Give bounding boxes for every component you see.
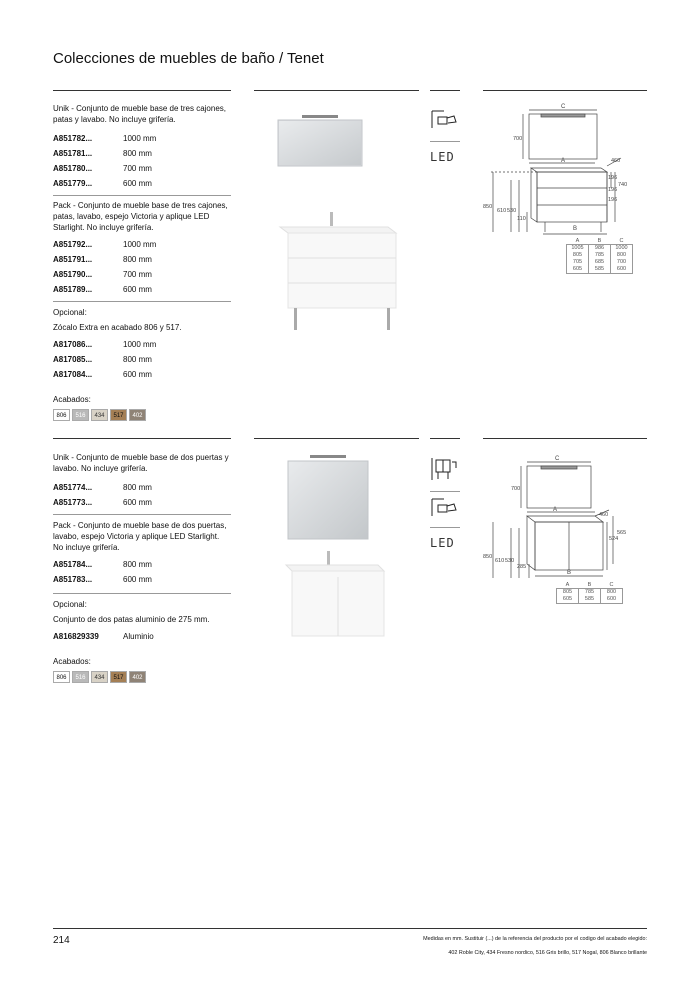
section1-product-photo — [270, 115, 410, 335]
optional-description: Zócalo Extra en acabado 806 y 517. — [53, 323, 182, 332]
section2-optional-list — [53, 629, 210, 644]
dim-label: B — [573, 226, 578, 232]
section2-pack-block — [53, 520, 231, 587]
section1-unik-block — [53, 103, 231, 191]
finish-swatch: 516 — [72, 409, 89, 421]
finish-swatch: 517 — [110, 409, 127, 421]
table-cell: 805 — [567, 252, 589, 259]
optional-label: Opcional: — [53, 600, 87, 609]
product-size: 700 mm — [123, 164, 152, 173]
product-code: A851792... — [53, 240, 93, 249]
section1-unik-list — [53, 131, 231, 191]
footer-rule — [53, 928, 647, 929]
section1-rule-text — [53, 90, 231, 91]
table-header: B — [587, 582, 592, 588]
product-code: A851789... — [53, 285, 93, 294]
table-cell: 705 — [567, 259, 589, 266]
section1-rule-photo — [254, 90, 419, 91]
mirror — [288, 461, 368, 539]
product-row — [53, 161, 231, 176]
product-row — [53, 367, 182, 382]
optional-label: Opcional: — [53, 308, 87, 317]
product-code: A851791... — [53, 255, 93, 264]
section2-unik-description: Unik - Conjunto de mueble base de dos puertas y lavabo. No incluye grifería. — [53, 453, 229, 473]
product-code: A851780... — [53, 164, 93, 173]
finishes-label: Acabados: — [53, 657, 91, 666]
table-row — [567, 245, 633, 253]
product-size: 700 mm — [123, 270, 152, 279]
dim-label: 700 — [513, 136, 523, 142]
table-cell: 600 — [611, 266, 633, 274]
section2-product-photo — [280, 455, 400, 645]
section2-unik-list — [53, 480, 231, 510]
section2-icons — [430, 456, 460, 550]
section2-dimension-drawing — [483, 452, 647, 582]
product-size: 600 mm — [123, 179, 152, 188]
table-cell: 605 — [567, 266, 589, 274]
table-cell: 1005 — [567, 245, 589, 253]
footer-note-units: Medidas en mm. Sustituir (...) de la referencia del producto por el codigo del acabado elegido: — [423, 936, 647, 942]
product-code: A816829339 — [53, 632, 99, 641]
product-size: 1000 mm — [123, 240, 157, 249]
dim-label: A — [553, 507, 558, 513]
product-code: A817084... — [53, 370, 93, 379]
leg — [387, 308, 390, 330]
product-row — [53, 337, 182, 352]
dim-label: C — [555, 456, 560, 462]
finish-swatch: 806 — [53, 671, 70, 683]
table-row — [567, 259, 633, 266]
product-row — [53, 495, 231, 510]
section1-optional-list — [53, 337, 182, 382]
finish-swatch: 806 — [53, 409, 70, 421]
section1-pack-description: Pack - Conjunto de mueble base de tres cajones, patas, lavabo, espejo Victoria y aplique LED Starlight. No incluye grifería. — [53, 201, 228, 232]
dim-label: 565 — [617, 530, 627, 536]
section1-dimension-table — [566, 238, 633, 274]
led-icon: LED — [430, 150, 455, 164]
finish-swatch: 402 — [129, 409, 146, 421]
dim-label: 530 — [505, 558, 515, 564]
section1-pack-block — [53, 200, 231, 297]
product-code: A851784... — [53, 560, 93, 569]
section1-dimension-drawing — [483, 100, 647, 235]
footer-note-finishes: 402 Roble City, 434 Fresno nordico, 516 Gris brillo, 517 Nogal, 806 Blanco brillante — [448, 950, 647, 956]
divider — [53, 514, 231, 515]
table-row — [567, 252, 633, 259]
product-code: A817086... — [53, 340, 93, 349]
dim-label: 460 — [611, 158, 621, 164]
product-size: 600 mm — [123, 285, 152, 294]
cabinet — [288, 233, 396, 308]
product-row — [53, 572, 231, 587]
product-code: A851783... — [53, 575, 93, 584]
section2-pack-list — [53, 557, 231, 587]
dim-label: 850 — [483, 554, 493, 560]
product-size: 600 mm — [123, 370, 152, 379]
basin — [280, 227, 396, 233]
section2-dimension-table — [556, 582, 623, 604]
basin — [286, 565, 384, 571]
finish-swatch: 434 — [91, 671, 108, 683]
dim-label: 460 — [599, 512, 609, 518]
product-size: 1000 mm — [123, 134, 157, 143]
product-size: 800 mm — [123, 255, 152, 264]
table-cell: 605 — [557, 596, 579, 604]
product-size: 600 mm — [123, 498, 152, 507]
dim-label: 196 — [608, 197, 618, 203]
optional-description: Conjunto de dos patas aluminio de 275 mm. — [53, 615, 210, 624]
divider — [53, 301, 231, 302]
faucet — [327, 551, 330, 565]
mirror-lamp-icon — [430, 108, 458, 130]
dim-label: 196 — [608, 187, 618, 193]
table-cell: 600 — [601, 596, 623, 604]
page-title: Colecciones de muebles de baño / Tenet — [53, 50, 324, 67]
finishes-label: Acabados: — [53, 395, 91, 404]
table-cell: 986 — [589, 245, 611, 253]
page-number: 214 — [53, 935, 70, 946]
table-cell: 785 — [589, 252, 611, 259]
product-size: 800 mm — [123, 560, 152, 569]
table-cell: 805 — [557, 589, 579, 597]
product-size: 800 mm — [123, 355, 152, 364]
lamp — [310, 455, 346, 458]
section1-optional-block — [53, 307, 182, 421]
finish-swatch: 517 — [110, 671, 127, 683]
table-row — [567, 266, 633, 274]
dim-label: 285 — [517, 564, 527, 570]
product-row — [53, 629, 210, 644]
product-row — [53, 282, 231, 297]
section1-rule-icons — [430, 90, 460, 91]
product-row — [53, 237, 231, 252]
table-cell: 585 — [589, 266, 611, 274]
table-header: A — [565, 582, 570, 588]
section1-icons — [430, 108, 460, 164]
dim-label: C — [561, 104, 566, 110]
dim-label: B — [567, 570, 572, 576]
section2-rule-drawing — [483, 438, 647, 439]
dim-label: 610 — [495, 558, 505, 564]
table-cell: 1000 — [611, 245, 633, 253]
product-row — [53, 131, 231, 146]
table-header: C — [619, 238, 624, 244]
section1-pack-list — [53, 237, 231, 297]
table-row — [557, 589, 623, 597]
product-code: A851790... — [53, 270, 93, 279]
product-size: 1000 mm — [123, 340, 157, 349]
lamp — [302, 115, 338, 118]
product-row — [53, 557, 231, 572]
leg — [294, 308, 297, 330]
finish-swatch: 402 — [129, 671, 146, 683]
mirror-lamp-icon — [430, 496, 458, 518]
faucet — [330, 212, 333, 226]
product-code: A851782... — [53, 134, 93, 143]
dim-label: 110 — [517, 216, 526, 222]
table-cell: 800 — [611, 252, 633, 259]
product-row — [53, 267, 231, 282]
dim-label: 196 — [608, 175, 618, 181]
section2-pack-description: Pack - Conjunto de mueble base de dos puertas, lavabo, espejo Victoria y aplique LED Starlight. No incluye grifería. — [53, 521, 227, 552]
product-row — [53, 146, 231, 161]
finish-swatches — [53, 409, 182, 421]
finish-swatches — [53, 671, 210, 683]
legs-icon — [430, 456, 458, 482]
table-header: C — [609, 582, 614, 588]
product-row — [53, 480, 231, 495]
table-cell: 785 — [579, 589, 601, 597]
product-row — [53, 176, 231, 191]
table-header: A — [575, 238, 580, 244]
table-cell: 685 — [589, 259, 611, 266]
dim-label: 530 — [507, 208, 517, 214]
section1-rule-drawing — [483, 90, 647, 91]
dim-label: 610 — [497, 208, 507, 214]
product-code: A851779... — [53, 179, 93, 188]
product-row — [53, 252, 231, 267]
product-size: 600 mm — [123, 575, 152, 584]
product-size: 800 mm — [123, 483, 152, 492]
led-icon: LED — [430, 536, 455, 550]
product-code: A817085... — [53, 355, 93, 364]
section2-rule-text — [53, 438, 231, 439]
divider — [53, 593, 231, 594]
dim-label: 524 — [609, 536, 619, 542]
section1-unik-description: Unik - Conjunto de mueble base de tres cajones, patas y lavabo. No incluye grifería. — [53, 104, 226, 124]
product-code: A851774... — [53, 483, 93, 492]
dim-label: 740 — [618, 182, 628, 188]
table-cell: 700 — [611, 259, 633, 266]
dim-label: A — [561, 158, 566, 164]
table-cell: 585 — [579, 596, 601, 604]
finish-swatch: 516 — [72, 671, 89, 683]
dim-label: 850 — [483, 204, 493, 210]
product-row — [53, 352, 182, 367]
table-header: B — [597, 238, 602, 244]
table-cell: 800 — [601, 589, 623, 597]
product-code: A851781... — [53, 149, 93, 158]
section2-rule-icons — [430, 438, 460, 439]
divider — [53, 195, 231, 196]
product-code: A851773... — [53, 498, 93, 507]
product-size: Aluminio — [123, 632, 154, 641]
section2-unik-block — [53, 452, 231, 510]
product-size: 800 mm — [123, 149, 152, 158]
dim-label: 700 — [511, 486, 521, 492]
finish-swatch: 434 — [91, 409, 108, 421]
table-row — [557, 596, 623, 604]
section2-optional-block — [53, 599, 210, 683]
section2-rule-photo — [254, 438, 419, 439]
